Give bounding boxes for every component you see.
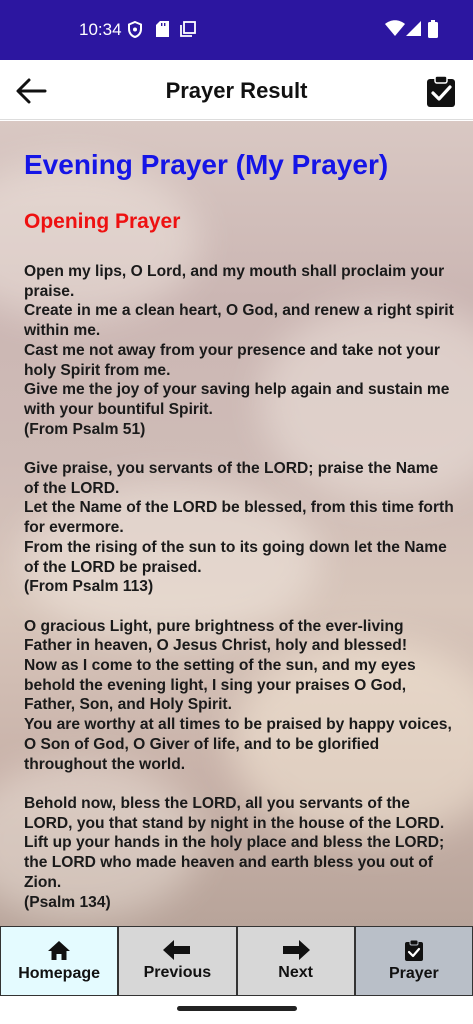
section-title: Opening Prayer [24, 210, 181, 233]
prayer-button[interactable] [355, 926, 473, 996]
prayer-text: Open my lips, O Lord, and my mouth shall proclaim your praise. Create in me a clean heart, O God, and renew a right spirit within me. Cast me not away from your presence and take not your holy Spirit from me. Give me the joy of your saving help again and sustain me with your bountiful Spirit. (From Psalm 51) Give praise, you servants of the LORD; praise the Name of the LORD. Let the Name of the LORD be blessed, from this time forth for evermore. From the rising of the sun to its going down let the Name of the LORD be praised. (From Psalm 113) O gracious Light, pure brightness of the ever-living Father in heaven, O Jesus Christ, holy and blessed! Now as I come to the setting of the sun, and my eyes behold the evening light, I sing your praises O God, Father, Son, and Holy Spirit. You are worthy at all times to be praised by happy voices, O Son of God, O Giver of life, and to be glorified throughout the world. Behold now, bless the LORD, all you servants of the LORD, you that stand by night in the house of the LORD. Lift up your hands in the holy place and bless the LORD; the LORD who made heaven and earth bless you out of Zion. (Psalm 134) [24, 263, 454, 911]
cell-signal-icon [406, 20, 422, 37]
status-bar [0, 0, 473, 60]
page-title: Prayer Result [165, 78, 308, 103]
arrow-left-icon [163, 940, 191, 960]
status-time: 10:34 [79, 20, 122, 39]
previous-button[interactable] [118, 926, 236, 996]
prayer-content[interactable] [0, 121, 473, 926]
next-button[interactable] [237, 926, 355, 996]
arrow-right-icon [282, 940, 310, 960]
homepage-button[interactable] [0, 926, 118, 996]
app-bar [0, 60, 473, 120]
bottom-nav [0, 926, 473, 996]
next-label: Next [278, 964, 313, 981]
home-icon [47, 940, 71, 961]
battery-icon [428, 20, 438, 38]
sd-card-icon [156, 21, 169, 37]
prayer-label: Prayer [388, 965, 439, 982]
clipboard-check-icon[interactable] [424, 74, 458, 108]
clipboard-check-icon [404, 939, 424, 961]
previous-label: Previous [143, 964, 212, 981]
shield-icon [128, 21, 142, 38]
screen-copy-icon [180, 21, 196, 37]
prayer-title: Evening Prayer (My Prayer) [24, 149, 389, 180]
wifi-icon [385, 20, 405, 37]
gesture-handle[interactable] [177, 1006, 297, 1011]
homepage-label: Homepage [18, 964, 101, 982]
